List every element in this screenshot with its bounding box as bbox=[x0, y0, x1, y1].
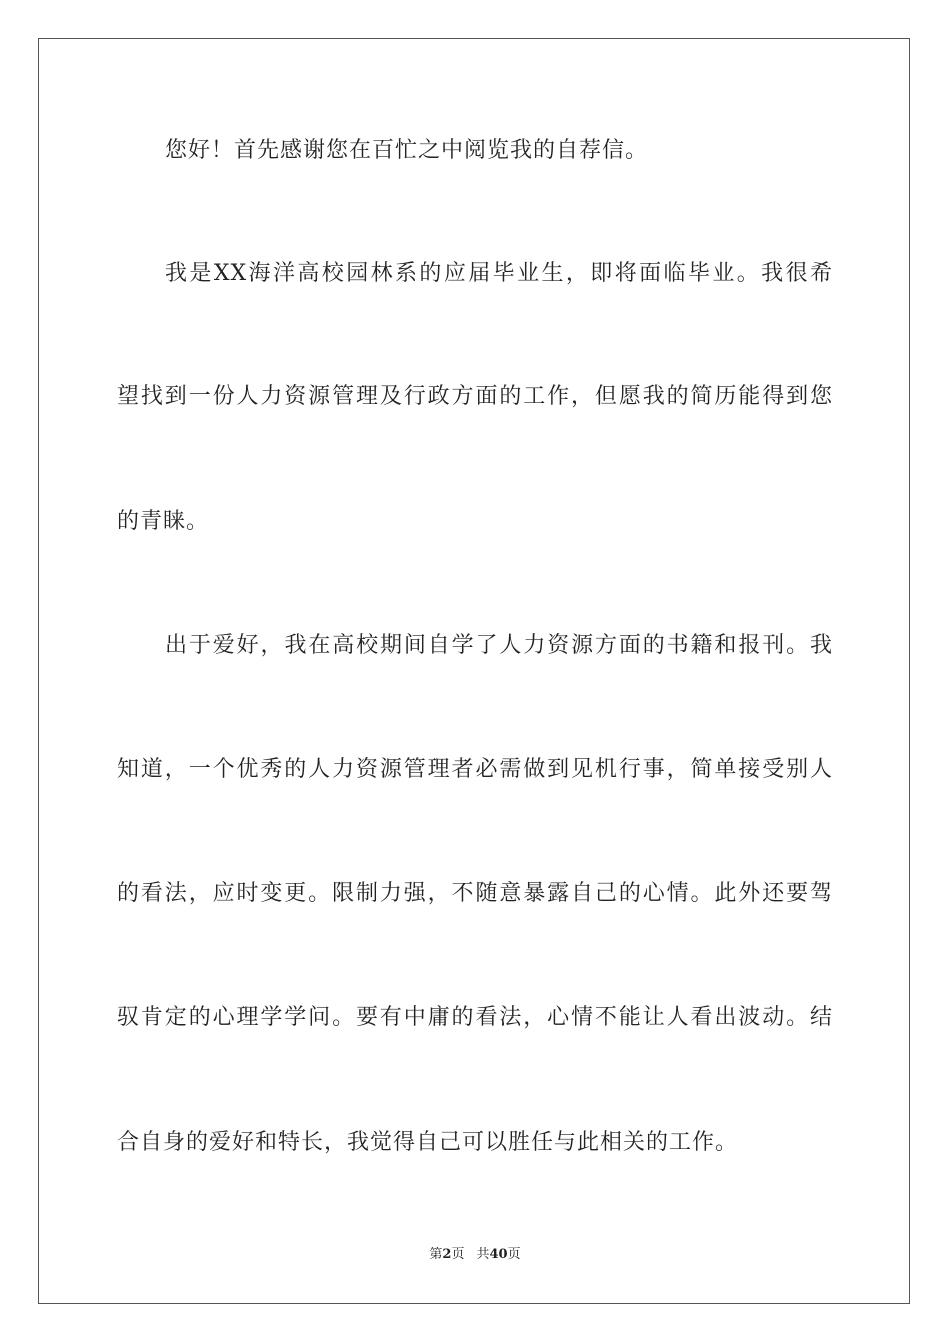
page-footer bbox=[0, 1247, 950, 1263]
total-prefix: 共 bbox=[476, 1247, 490, 1262]
paragraph-1-line-1: 您好！首先感谢您在百忙之中阅览我的自荐信。 bbox=[165, 138, 649, 163]
page-border bbox=[38, 38, 910, 1304]
total-pages: 40 bbox=[489, 1247, 508, 1262]
page-number: 2 bbox=[442, 1247, 452, 1262]
paragraph-3-line-2: 知道，一个优秀的人力资源管理者必需做到见机行事，简单接受别人 bbox=[117, 757, 833, 782]
paragraph-2-line-1: 我是XX海洋高校园林系的应届毕业生，即将面临毕业。我很希 bbox=[165, 261, 833, 286]
paragraph-3-line-3: 的看法，应时变更。限制力强，不随意暴露自己的心情。此外还要驾 bbox=[117, 881, 833, 906]
paragraph-2-line-2: 望找到一份人力资源管理及行政方面的工作，但愿我的简历能得到您 bbox=[117, 384, 833, 409]
total-suffix: 页 bbox=[507, 1247, 521, 1262]
page-suffix: 页 bbox=[451, 1247, 465, 1262]
paragraph-3-line-5: 合自身的爱好和特长，我觉得自己可以胜任与此相关的工作。 bbox=[117, 1130, 739, 1155]
paragraph-3-line-4: 驭肯定的心理学学问。要有中庸的看法，心情不能让人看出波动。结 bbox=[117, 1005, 833, 1030]
paragraph-3-line-1: 出于爱好，我在高校期间自学了人力资源方面的书籍和报刊。我 bbox=[165, 633, 833, 658]
page-prefix: 第 bbox=[429, 1247, 443, 1262]
paragraph-2-line-3: 的青睐。 bbox=[117, 509, 210, 534]
